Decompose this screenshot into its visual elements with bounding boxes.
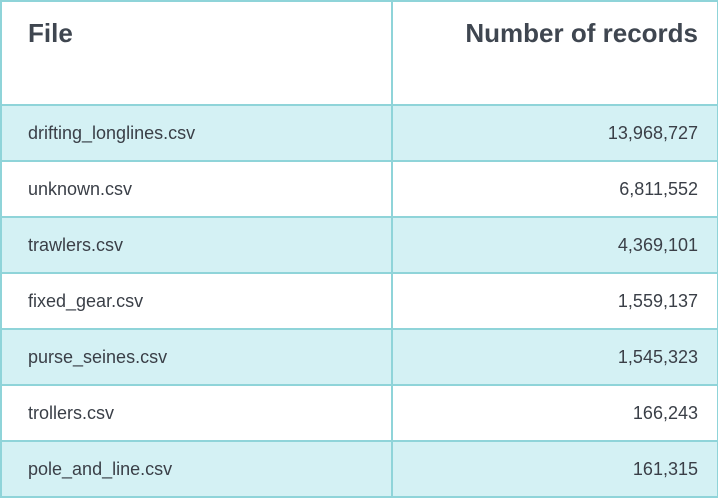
record-count-cell: 1,545,323 [392,329,718,385]
record-count-cell: 13,968,727 [392,105,718,161]
file-column-header: File [1,1,392,105]
record-count-cell: 6,811,552 [392,161,718,217]
table-row [1,217,718,273]
table-header [1,1,718,105]
file-name-cell: drifting_longlines.csv [1,105,392,161]
record-count-cell: 4,369,101 [392,217,718,273]
table-row [1,105,718,161]
file-name-cell: purse_seines.csv [1,329,392,385]
record-count-cell: 1,559,137 [392,273,718,329]
table-row [1,273,718,329]
file-name-cell: trollers.csv [1,385,392,441]
table-row [1,161,718,217]
file-name-cell: trawlers.csv [1,217,392,273]
record-count-cell: 166,243 [392,385,718,441]
file-name-cell: unknown.csv [1,161,392,217]
records-column-header: Number of records [392,1,718,105]
table-body [1,105,718,497]
header-row [1,1,718,105]
record-count-cell: 161,315 [392,441,718,497]
file-name-cell: fixed_gear.csv [1,273,392,329]
file-name-cell: pole_and_line.csv [1,441,392,497]
table-row [1,329,718,385]
table-row [1,441,718,497]
table-row [1,385,718,441]
